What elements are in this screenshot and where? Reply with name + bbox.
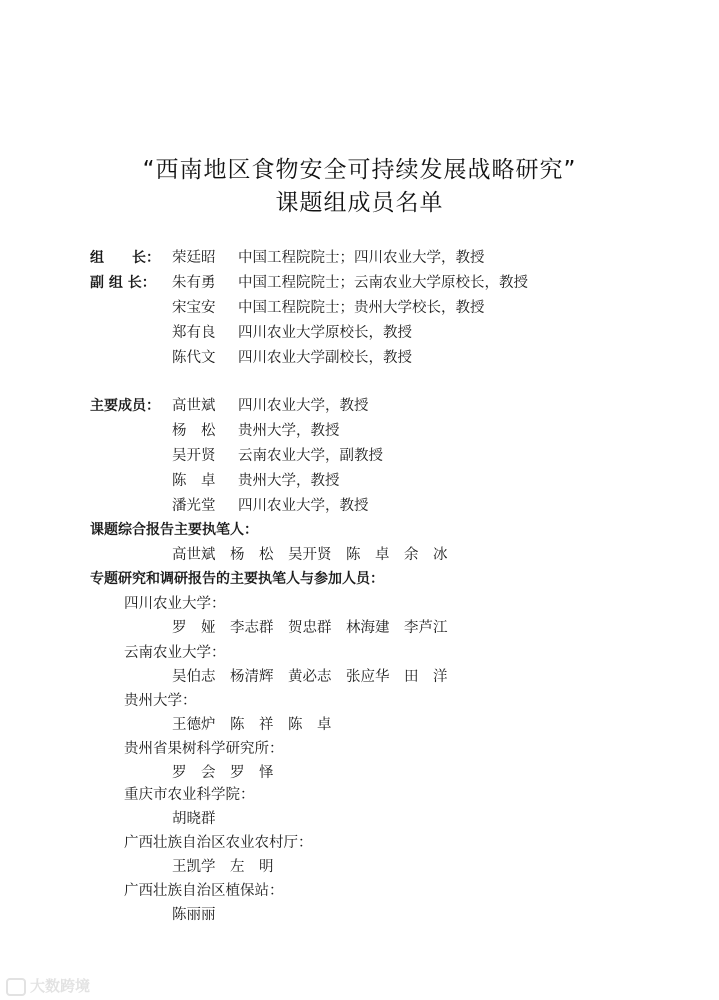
role-label: 副 组 长： xyxy=(90,275,156,291)
org-names: 吴伯志 杨清辉 黄必志 张应华 田 洋 xyxy=(172,669,448,685)
member-desc: 中国工程院院士；四川农业大学，教授 xyxy=(238,250,485,266)
member-name: 宋宝安 xyxy=(172,300,216,316)
watermark-text: 大数跨境 xyxy=(30,977,91,995)
member-name: 高世斌 xyxy=(172,398,216,414)
org-names: 陈丽丽 xyxy=(172,907,216,923)
member-desc: 四川农业大学，教授 xyxy=(238,498,369,514)
report-writers-heading: 课题综合报告主要执笔人： xyxy=(90,522,258,538)
org-label: 广西壮族自治区农业农村厅： xyxy=(124,835,313,851)
member-name: 潘光堂 xyxy=(172,498,216,514)
document-subtitle: 课题组成员名单 xyxy=(275,190,444,216)
member-name: 杨 松 xyxy=(172,423,216,439)
role-label: 主要成员： xyxy=(90,398,160,414)
member-name: 荣廷昭 xyxy=(172,250,216,266)
member-desc: 中国工程院院士；贵州大学校长，教授 xyxy=(238,300,485,316)
org-names: 罗 会 罗 怿 xyxy=(172,765,274,781)
org-label: 云南农业大学： xyxy=(124,645,226,661)
report-writers-names: 高世斌 杨 松 吴开贤 陈 卓 余 冰 xyxy=(172,547,448,563)
member-name: 吴开贤 xyxy=(172,448,216,464)
member-desc: 贵州大学，教授 xyxy=(238,473,340,489)
member-name: 陈 卓 xyxy=(172,473,216,489)
org-label: 贵州大学： xyxy=(124,693,197,709)
member-desc: 四川农业大学副校长，教授 xyxy=(238,350,412,366)
org-names: 王凯学 左 明 xyxy=(172,859,274,875)
org-label: 四川农业大学： xyxy=(124,596,226,612)
org-label: 贵州省果树科学研究所： xyxy=(124,741,284,757)
org-names: 王德炉 陈 祥 陈 卓 xyxy=(172,717,332,733)
member-desc: 云南农业大学，副教授 xyxy=(238,448,383,464)
member-desc: 四川农业大学原校长，教授 xyxy=(238,325,412,341)
watermark xyxy=(6,975,90,996)
member-name: 陈代文 xyxy=(172,350,216,366)
member-name: 朱有勇 xyxy=(172,275,216,291)
org-label: 重庆市农业科学院： xyxy=(124,787,255,803)
role-label: 组 长： xyxy=(90,250,160,266)
member-desc: 中国工程院院士；云南农业大学原校长，教授 xyxy=(238,275,528,291)
special-reports-heading: 专题研究和调研报告的主要执笔人与参加人员： xyxy=(90,571,384,587)
member-desc: 贵州大学，教授 xyxy=(238,423,340,439)
member-desc: 四川农业大学，教授 xyxy=(238,398,369,414)
member-name: 郑有良 xyxy=(172,325,216,341)
org-label: 广西壮族自治区植保站： xyxy=(124,883,284,899)
org-names: 罗 娅 李志群 贺忠群 林海建 李芦江 xyxy=(172,620,448,636)
org-names: 胡晓群 xyxy=(172,811,216,827)
watermark-logo-icon xyxy=(6,978,26,996)
document-title: “西南地区食物安全可持续发展战略研究” xyxy=(142,157,577,183)
